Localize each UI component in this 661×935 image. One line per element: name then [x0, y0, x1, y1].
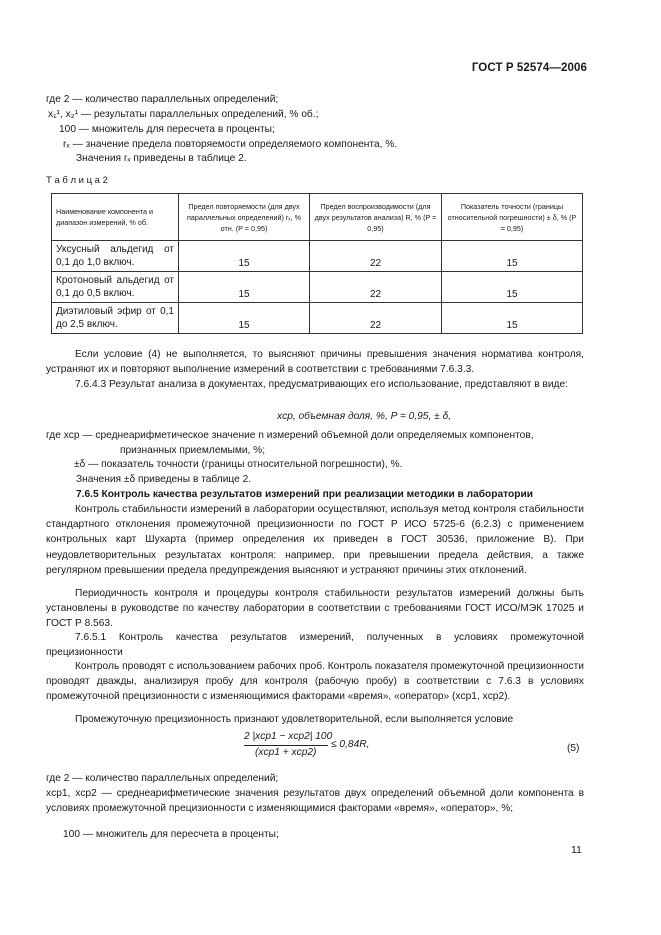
table-cell-R: 22	[310, 272, 442, 303]
legend-rx-values: Значения rₓ приведены в таблице 2.	[76, 153, 247, 164]
legend-delta-values: Значения ±δ приведены в таблице 2.	[76, 474, 252, 485]
fraction-bar	[244, 745, 328, 746]
table-row	[52, 272, 583, 303]
paragraph-working-samples: Контроль проводят с использованием рабочих проб. Контроль показателя промежуточной прецизионности проводят дважды, анализируя пробу для контроля (рабочую пробу) в соответствии с 7.6.3 в условиях промежуточной прецизионности с изменяющимися факторами «время», «оператор» (xср1, xср2).	[46, 661, 584, 703]
table-header-accuracy: Показатель точности (границы относительной погрешности) ± δ, % (P = 0,95)	[442, 194, 583, 241]
legend-delta-line: ±δ — показатель точности (границы относительной погрешности), %.	[74, 459, 403, 470]
paragraph-condition: Если условие (4) не выполняется, то выясняют причины превышения значения норматива контроля, устраняют их и повторяют выполнение измерений в соответствии с требованиями 7.6.3.3.	[46, 349, 584, 376]
legend3-xcp-line	[46, 786, 584, 816]
formula-numerator: 2 |xср1 − xср2| 100	[244, 731, 333, 742]
legend3-hundred-line: 100 — множитель для пересчета в проценты;	[63, 829, 279, 840]
standard-header: ГОСТ Р 52574—2006	[471, 62, 587, 74]
table-cell-name: Диэтиловый эфир от 0,1 до 2,5 включ.	[52, 303, 179, 334]
table-cell-R: 22	[310, 303, 442, 334]
legend-hundred-line: 100 — множитель для пересчета в проценты;	[59, 124, 275, 135]
table-cell-name: Кротоновый альдегид от 0,1 до 0,5 включ.	[52, 272, 179, 303]
legend-n-line: где 2 — количество параллельных определений;	[46, 94, 279, 105]
table-row	[52, 241, 583, 272]
table-caption: Т а б л и ц а 2	[46, 175, 108, 186]
table-cell-R: 22	[310, 241, 442, 272]
paragraph-7-6-4-3: 7.6.4.3 Результат анализа в документах, предусматривающих его использование, представляют в виде:	[75, 379, 568, 390]
legend-xcp-cont: признанных приемлемыми, %;	[120, 445, 266, 456]
page-number: 11	[571, 844, 582, 856]
table-header-repeatability: Предел повторяемости (для двух параллельных определений) rₓ, % отн. (P = 0,95)	[179, 194, 310, 241]
table-cell-delta: 15	[442, 272, 583, 303]
legend-x-line: x₁¹, x₂¹ — результаты параллельных определений, % об.;	[48, 109, 319, 120]
formula-number: (5)	[567, 743, 580, 754]
table-cell-delta: 15	[442, 303, 583, 334]
table-cell-r: 15	[179, 272, 310, 303]
table-cell-delta: 15	[442, 241, 583, 272]
section-heading-7-6-5: 7.6.5 Контроль качества результатов измерений при реализации методики в лаборатории	[76, 489, 533, 500]
formula-rhs: ≤ 0,84R,	[331, 739, 370, 750]
paragraph-stability-control: Контроль стабильности измерений в лаборатории осуществляют, используя метод контроля стабильности стандартного отклонения промежуточной прецизионности по ГОСТ Р ИСО 5725-6 (6.2.3) с применением контрольных карт Шухарта (пример определения их приведен в ГОСТ 30536, приложение В). При неудовлетворительных результатах контроля: например, при превышении предела действия, а также регулярном превышении предела предупреждения выясняют и устраняют причины этих отклонений.	[46, 504, 584, 576]
table-cell-r: 15	[179, 303, 310, 334]
table-row	[52, 303, 583, 334]
legend-xcp-line: где xср — среднеарифметическое значение n измерений объемной доли определяемых компонентов,	[46, 430, 534, 441]
legend-rx-line: rₓ — значение предела повторяемости определяемого компонента, %.	[63, 139, 398, 150]
legend3-n-line: где 2 — количество параллельных определений;	[46, 773, 279, 784]
paragraph-acceptance: Промежуточную прецизионность признают удовлетворительной, если выполняется условие	[75, 714, 514, 725]
limits-table	[51, 193, 583, 334]
table-header-row	[52, 194, 583, 241]
table-cell-name: Уксусный альдегид от 0,1 до 1,0 включ.	[52, 241, 179, 272]
paragraph-periodicity: Периодичность контроля и процедуры контроля стабильности результатов измерений должны быть установлены в руководстве по качеству лаборатории в соответствии с требованиями ГОСТ ИСО/МЭК 17025 и ГОСТ Р 8.563.	[46, 588, 584, 630]
paragraph-7-6-5-1: 7.6.5.1 Контроль качества результатов измерений, полученных в условиях промежуточной прецизионности	[46, 632, 584, 659]
table-cell-r: 15	[179, 241, 310, 272]
formula-denominator: (xср1 + xср2)	[255, 747, 317, 758]
legend3-xcp-text: xср1, xср2 — среднеарифметические значения результатов двух определений объемной доли компонента в условиях промежуточной прецизионности с изменяющимися факторами «время», «оператор», %;	[46, 788, 584, 815]
table-header-component: Наименование компонента и диапазон измерений, % об.	[52, 194, 179, 241]
table-header-reproducibility: Предел воспроизводимости (для двух результатов анализа) R, % (P = 0,95)	[310, 194, 442, 241]
result-formula: xср, объемная доля, %, P = 0,95, ± δ,	[277, 411, 452, 422]
